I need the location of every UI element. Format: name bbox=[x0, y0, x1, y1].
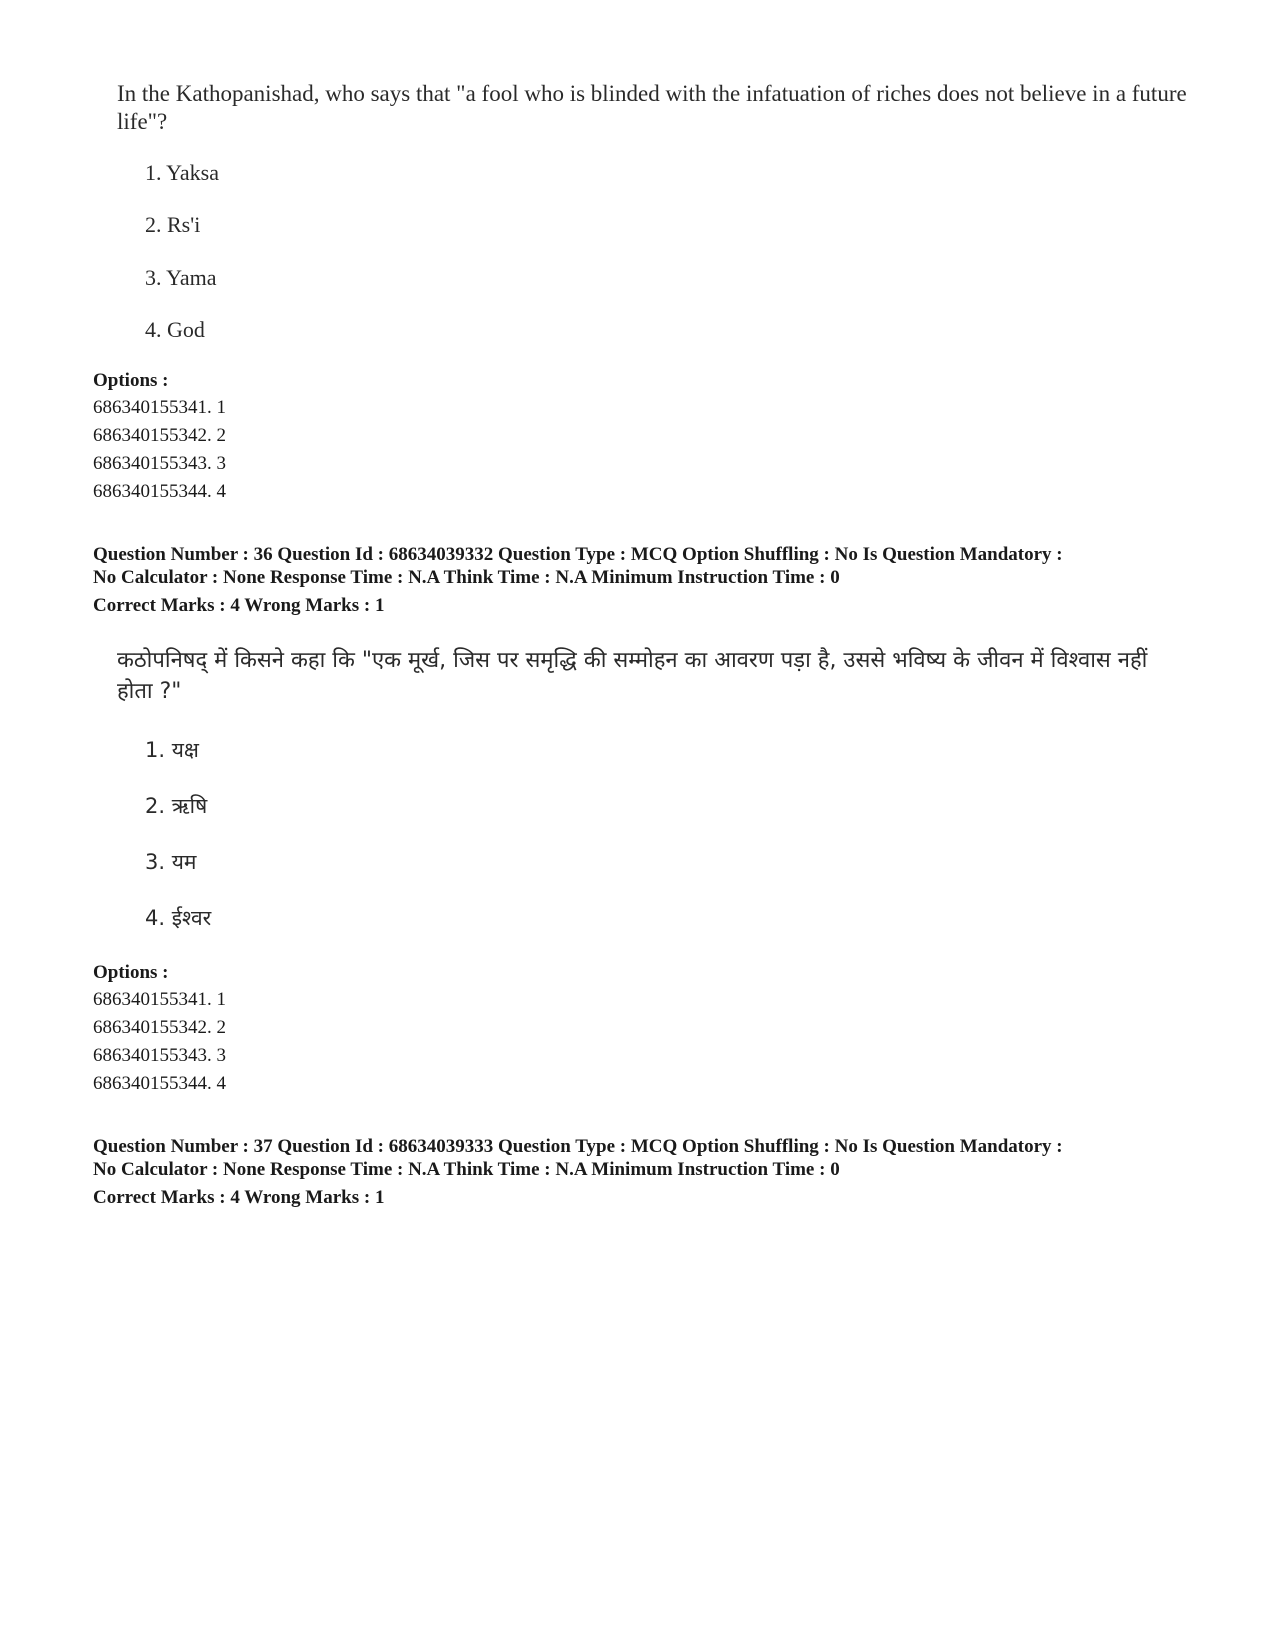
q36-meta-line-1: Question Number : 36 Question Id : 68634039332 Question Type : MCQ Option Shuffling : No Is Question Mandatory : bbox=[93, 544, 1063, 565]
q35-choice-1: 1. Yaksa bbox=[145, 160, 219, 185]
q36-option-4: 686340155344. 4 bbox=[93, 1073, 226, 1094]
question-35-text: In the Kathopanishad, who says that "a fool who is blinded with the infatuation of riches does not believe in a future life"? bbox=[117, 81, 1187, 134]
q35-options-label: Options : bbox=[93, 370, 169, 391]
q35-option-4: 686340155344. 4 bbox=[93, 481, 226, 502]
q37-marks: Correct Marks : 4 Wrong Marks : 1 bbox=[93, 1187, 385, 1208]
q37-meta-line-1: Question Number : 37 Question Id : 68634039333 Question Type : MCQ Option Shuffling : No Is Question Mandatory : bbox=[93, 1136, 1063, 1157]
q36-option-3: 686340155343. 3 bbox=[93, 1045, 226, 1066]
q36-choice-2: 2. ऋषि bbox=[145, 794, 208, 818]
q35-option-1: 686340155341. 1 bbox=[93, 397, 226, 418]
question-36-text: कठोपनिषद् में किसने कहा कि "एक मूर्ख, जिस पर समृद्धि की सम्मोहन का आवरण पड़ा है, उससे भविष्य के जीवन में विश्वास नहीं होता ?" bbox=[117, 648, 1148, 704]
q35-choice-4: 4. God bbox=[145, 317, 205, 342]
q36-marks: Correct Marks : 4 Wrong Marks : 1 bbox=[93, 595, 385, 616]
q35-option-3: 686340155343. 3 bbox=[93, 453, 226, 474]
q35-choice-3: 3. Yama bbox=[145, 265, 217, 290]
q36-options-label: Options : bbox=[93, 962, 169, 983]
q36-choice-1: 1. यक्ष bbox=[145, 738, 199, 762]
q35-option-2: 686340155342. 2 bbox=[93, 425, 226, 446]
q36-meta-line-2: No Calculator : None Response Time : N.A Think Time : N.A Minimum Instruction Time : 0 bbox=[93, 567, 840, 588]
q35-choice-2: 2. Rs'i bbox=[145, 212, 201, 237]
q36-option-1: 686340155341. 1 bbox=[93, 989, 226, 1010]
q36-choice-4: 4. ईश्वर bbox=[145, 906, 212, 930]
q36-option-2: 686340155342. 2 bbox=[93, 1017, 226, 1038]
q37-meta-line-2: No Calculator : None Response Time : N.A Think Time : N.A Minimum Instruction Time : 0 bbox=[93, 1159, 840, 1180]
q36-choice-3: 3. यम bbox=[145, 850, 197, 874]
